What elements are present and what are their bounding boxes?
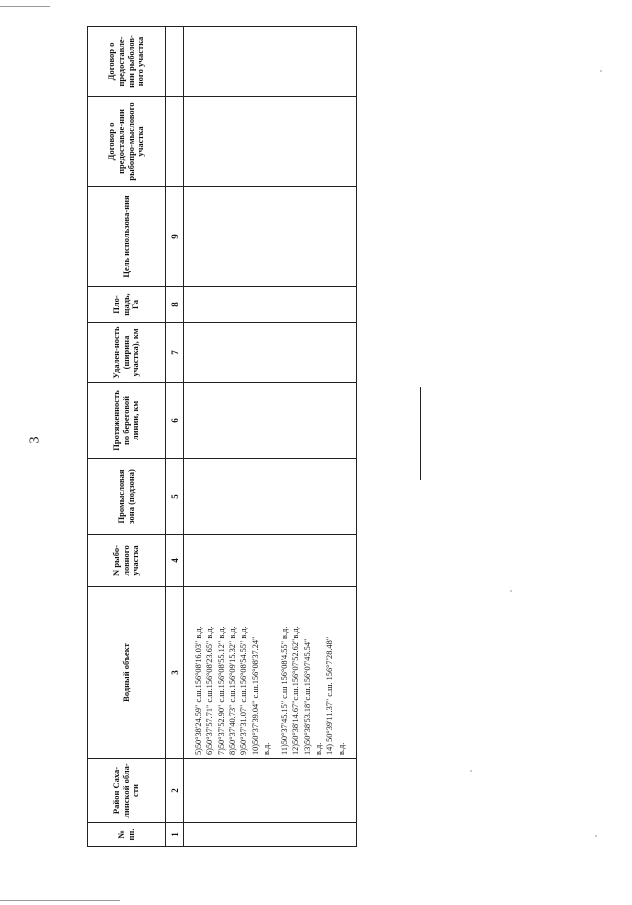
header-row (88, 27, 166, 847)
table-row (184, 27, 357, 847)
coordinate-line: 8)50°37'40.73" с.ш.156°09'15.32" в.д. (227, 626, 237, 755)
header-cell: № пп. (88, 823, 166, 847)
column-number: 3 (166, 587, 184, 759)
column-number: 5 (166, 459, 184, 535)
cell-area (184, 287, 357, 323)
cell-distance (184, 323, 357, 383)
cell-purpose (184, 187, 357, 287)
header-cell: Промысловая зона (подзона) (88, 459, 166, 535)
column-number: 6 (166, 383, 184, 459)
signature-rule (420, 387, 421, 480)
coordinate-line: в.д. (314, 742, 324, 755)
coordinate-line: 14) 50°39'11.37" с.ш. 156°7'28.48" (325, 636, 335, 755)
header-cell: Протяженность по береговой линии, км (88, 383, 166, 459)
column-number-row (166, 27, 184, 847)
scan-edge-line (0, 900, 120, 901)
scan-edge-line (0, 6, 50, 7)
scan-speck (470, 770, 472, 772)
scan-speck (510, 590, 512, 592)
page-number: 3 (27, 436, 43, 444)
column-number: 1 (166, 823, 184, 847)
coordinate-line: 6)50°37'57.71" с.ш.156°08'23.65" в.д. (205, 626, 215, 755)
header-cell: N рыбо-ловного участка (88, 535, 166, 587)
header-cell: Удален-ность (ширина участка), км (88, 323, 166, 383)
coordinate-line: 9)50°37'31.07" с.ш.156°08'54.55" в.д. (239, 626, 249, 755)
column-number (166, 97, 184, 187)
table-rotation-wrapper (87, 27, 357, 847)
scan-speck (600, 70, 602, 72)
cell-fishing-area-number (184, 535, 357, 587)
cell-fishing-zone (184, 459, 357, 535)
coordinate-line: 13)50°38'53.18"с.ш.156°07'45.54" (302, 638, 312, 755)
coordinate-line: 10)50°37'39.04" с.ш.156°08'37.24" (250, 636, 260, 755)
column-number (166, 27, 184, 97)
column-number: 7 (166, 323, 184, 383)
cell-commercial-contract (184, 97, 357, 187)
fishing-areas-table (87, 26, 357, 847)
coordinate-line: 12)50°38'14.67"с.ш.156°07'52.62"в.д. (291, 626, 301, 755)
coordinate-line: в.д. (262, 742, 272, 755)
cell-index (184, 823, 357, 847)
cell-shoreline-length (184, 383, 357, 459)
cell-fishing-contract (184, 27, 357, 97)
header-cell: Водный объект (88, 587, 166, 759)
column-number: 4 (166, 535, 184, 587)
column-number: 8 (166, 287, 184, 323)
header-cell: Договор о предоставле-нии рыбопро-мыслового участка (88, 97, 166, 187)
column-number: 9 (166, 187, 184, 287)
cell-district (184, 759, 357, 823)
header-cell: Цель использова-ния (88, 187, 166, 287)
coordinate-line: 11)50°37'45.15" с.ш 156°08'4.55" в.д. (279, 626, 289, 755)
cell-water-body-coordinates (184, 587, 357, 759)
coordinate-line: 5)50°38'24.59" с.ш.156°08'16.03" в.д. (193, 626, 203, 755)
header-cell: Район Саха-линской обла-сти (88, 759, 166, 823)
coordinate-line: в.д. (336, 742, 346, 755)
header-cell: Пло-щадь, Га (88, 287, 166, 323)
scan-speck (595, 835, 597, 837)
header-cell: Договор о предоставле-нии рыболов-ного участка (88, 27, 166, 97)
coordinate-line: 7)50°37'52.90" с.ш.156°08'55.12" в.д. (216, 626, 226, 755)
column-number: 2 (166, 759, 184, 823)
